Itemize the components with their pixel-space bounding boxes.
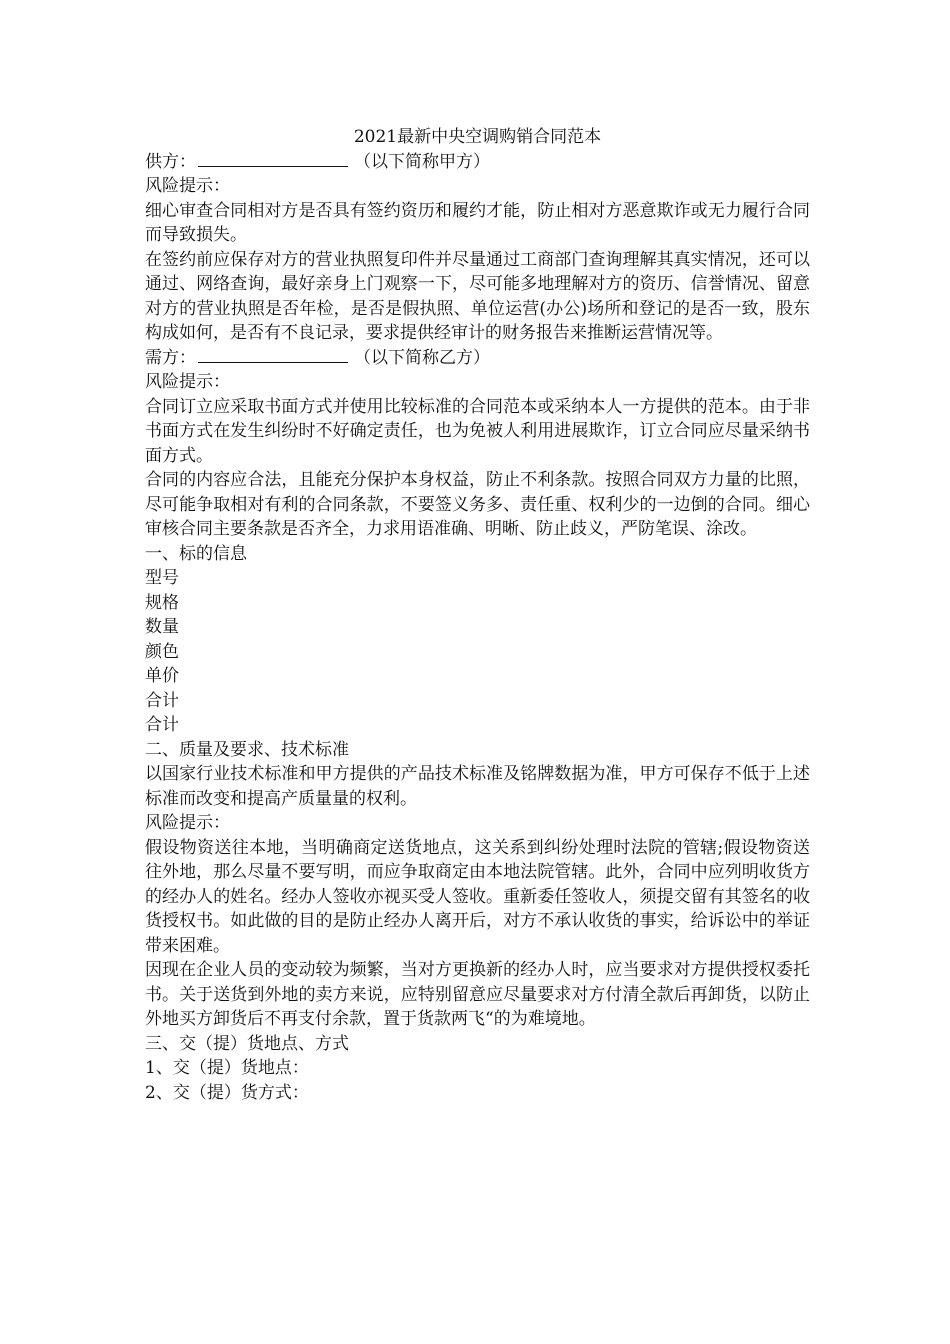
buyer-label: 需方： <box>145 347 196 368</box>
section-3-heading: 三、交（提）货地点、方式 <box>145 1033 349 1054</box>
risk-2-paragraph-1: 合同订立应采取书面方式并使用比较标准的合同范本或采纳本人一方提供的范本。由于非书面方式在发生纠纷时不好确定责任，也为免被人利用进展欺诈，订立合同应尽量采纳书面方式。 <box>145 396 810 466</box>
supplier-line <box>145 150 810 175</box>
document-title: 2021最新中央空调购销合同范本 <box>353 127 602 147</box>
risk-label-2: 风险提示： <box>145 372 230 392</box>
section-2-risk-paragraph-1: 假设物资送往本地，当明确商定送货地点，这关系到纠纷处理时法院的管辖;假设物资送往外地，那么尽量不要写明，而应争取商定由本地法院管辖。此外，合同中应列明收货方的经办人的姓名。经办人签收亦视买受人签收。重新委任签收人，须提交留有其签名的收货授权书。如此做的目的是防止经办人离开后，对方不承认收货的事实，给诉讼中的举证带来困难。 <box>145 837 810 956</box>
section-1-item: 数量 <box>145 617 179 637</box>
section-3-item-2: 2、交（提）货方式： <box>145 1082 309 1103</box>
supplier-label: 供方： <box>145 151 196 172</box>
risk-1-paragraph-1: 细心审查合同相对方是否具有签约资历和履约才能，防止相对方恶意欺诈或无力履行合同而导致损失。 <box>145 200 810 245</box>
section-1-item: 型号 <box>145 568 179 588</box>
buyer-line <box>145 346 810 371</box>
buyer-blank <box>198 346 348 363</box>
section-1-item: 规格 <box>145 592 179 613</box>
risk-1-paragraph-2: 在签约前应保存对方的营业执照复印件并尽量通过工商部门查询理解其真实情况，还可以通过、网络查询，最好亲身上门观察一下，尽可能多地理解对方的资历、信誉情况、留意对方的营业执照是否年检，是否是假执照、单位运营(办公)场所和登记的是否一致，股东构成如何，是否有不良记录，要求提供经审计的财务报告来推断运营情况等。 <box>145 249 810 343</box>
section-3-item-1: 1、交（提）货地点： <box>145 1058 309 1078</box>
document-page <box>145 125 810 1105</box>
risk-2-paragraph-2: 合同的内容应合法，且能充分保护本身权益，防止不利条款。按照合同双方力量的比照，尽可能争取相对有利的合同条款，不要签义务多、责任重、权利少的一边倒的合同。细心审核合同主要条款是否齐全，力求用语准确、明晰、防止歧义，严防笔误、涂改。 <box>145 470 810 539</box>
section-1-heading: 一、标的信息 <box>145 543 247 564</box>
risk-label-1: 风险提示： <box>145 176 230 196</box>
section-1-item: 单价 <box>145 666 179 686</box>
buyer-suffix: （以下简称乙方） <box>354 347 490 368</box>
supplier-suffix: （以下简称甲方） <box>354 151 490 172</box>
section-2-risk-label: 风险提示： <box>145 813 230 833</box>
section-1-item: 颜色 <box>145 641 179 662</box>
section-2-heading: 二、质量及要求、技术标准 <box>145 739 349 760</box>
section-2-risk-paragraph-2: 因现在企业人员的变动较为频繁，当对方更换新的经办人时，应当要求对方提供授权委托书。关于送货到外地的卖方来说，应特别留意应尽量要求对方付清全款后再卸货，以防止外地买方卸货后不再支付余款，置于货款两飞“的为难境地。 <box>145 960 810 1029</box>
section-1-item: 合计 <box>145 715 179 735</box>
section-1-item: 合计 <box>145 690 179 711</box>
section-2-paragraph: 以国家行业技术标准和甲方提供的产品技术标准及铭牌数据为准，甲方可保存不低于上述标准而改变和提高产质量量的权利。 <box>145 764 810 809</box>
supplier-blank <box>198 150 348 167</box>
